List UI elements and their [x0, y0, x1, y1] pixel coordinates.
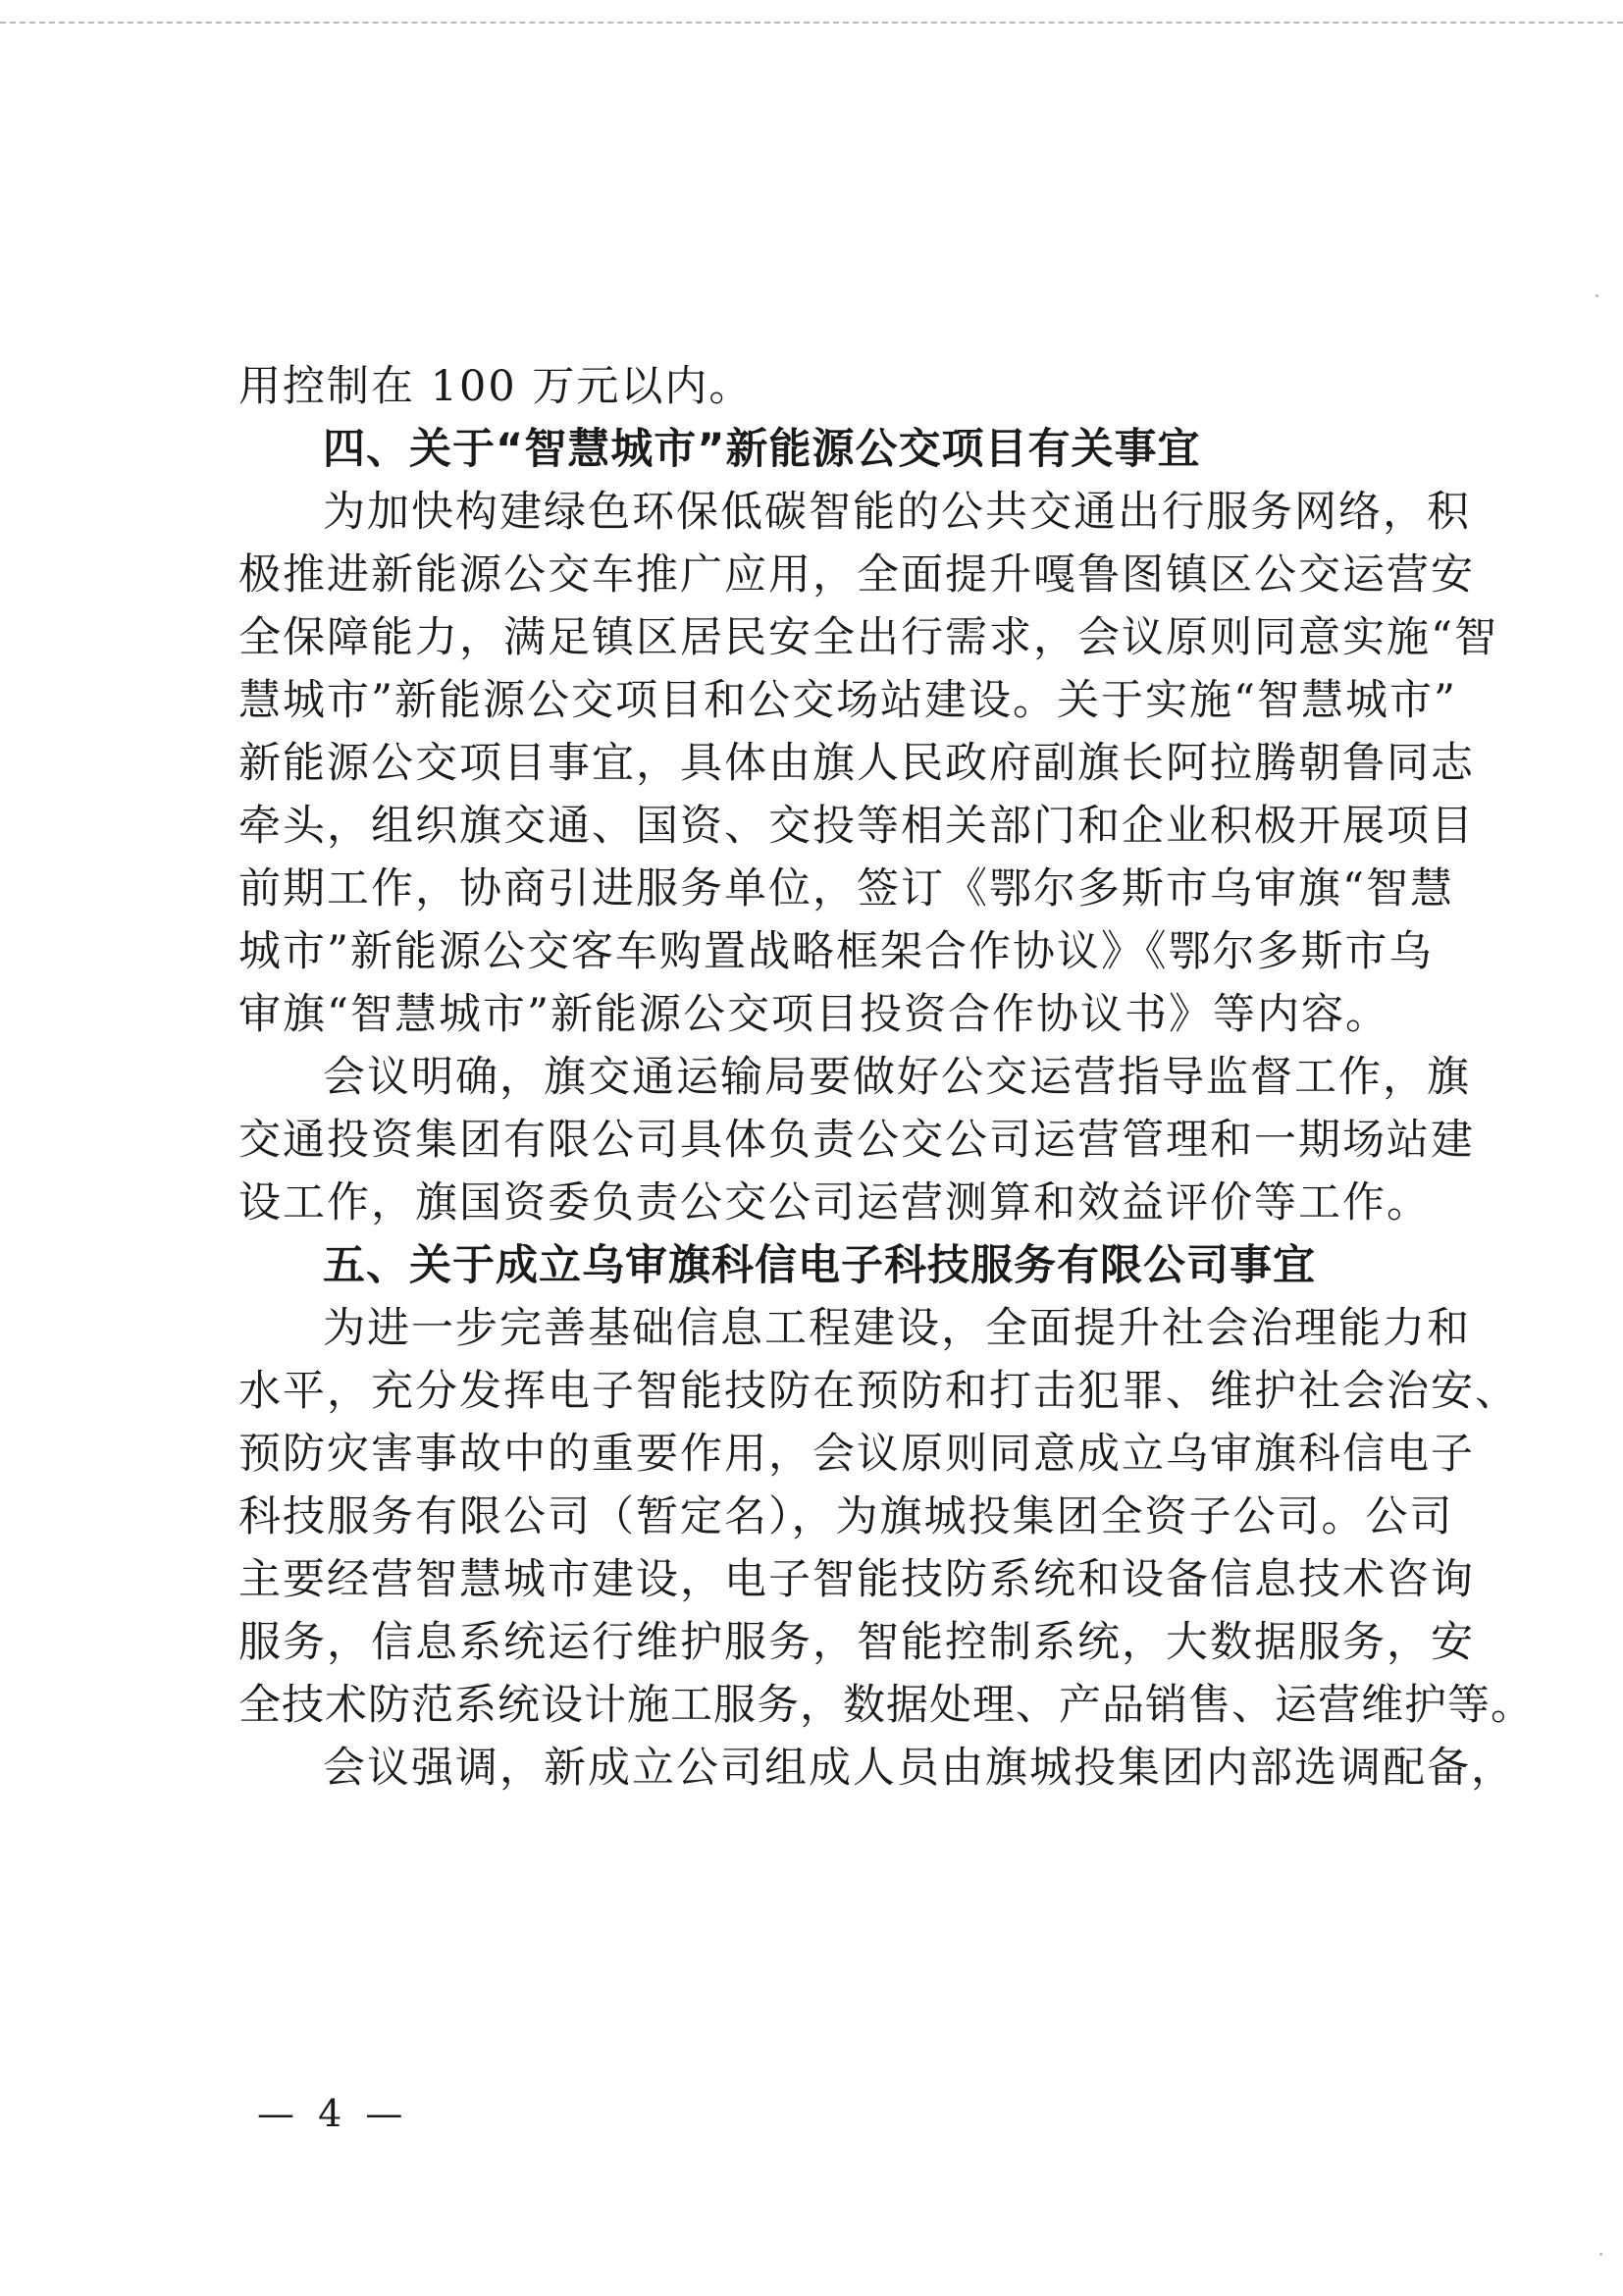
paragraph-line: 水平，充分发挥电子智能技防在预防和打击犯罪、维护社会治安、 [238, 1367, 1519, 1416]
paragraph-line: 会议强调，新成立公司组成人员由旗城投集团内部选调配备， [323, 1744, 1515, 1793]
paragraph-line: 设工作，旗国资委负责公交公司运营测算和效益评价等工作。 [238, 1178, 1431, 1227]
paragraph-line: 牵头，组织旗交通、国资、交投等相关部门和企业积极开展项目 [238, 802, 1475, 851]
paragraph-line: 为加快构建绿色环保低碳智能的公共交通出行服务网络，积 [323, 488, 1471, 537]
paragraph-line: 交通投资集团有限公司具体负责公交公司运营管理和一期场站建 [238, 1116, 1475, 1165]
paragraph-line: 慧城市”新能源公交项目和公交场站建设。关于实施“智慧城市” [238, 676, 1457, 725]
paragraph-line: 预防灾害事故中的重要作用，会议原则同意成立乌审旗科信电子 [238, 1430, 1475, 1479]
paragraph-line: 审旗“智慧城市”新能源公交项目投资合作协议书》等内容。 [238, 990, 1389, 1039]
paragraph-line: 用控制在 100 万元以内。 [238, 362, 754, 411]
section-heading-five: 五、关于成立乌审旗科信电子科技服务有限公司事宜 [323, 1241, 1316, 1290]
paragraph-line: 城市”新能源公交客车购置战略框架合作协议》《鄂尔多斯市乌 [238, 927, 1434, 976]
page-number: — 4 — [257, 2092, 409, 2135]
paragraph-line: 服务，信息系统运行维护服务，智能控制系统，大数据服务，安 [238, 1618, 1475, 1667]
paragraph-line: 新能源公交项目事宜，具体由旗人民政府副旗长阿拉腾朝鲁同志 [238, 739, 1475, 788]
paragraph-line: 科技服务有限公司（暂定名），为旗城投集团全资子公司。公司 [238, 1492, 1454, 1541]
scan-top-edge [0, 22, 1623, 24]
paragraph-line: 全技术防范系统设计施工服务，数据处理、产品销售、运营维护等。 [238, 1681, 1534, 1730]
scan-speck [1599, 2253, 1602, 2256]
paragraph-line: 主要经营智慧城市建设，电子智能技防系统和设备信息技术咨询 [238, 1555, 1475, 1604]
paragraph-line: 前期工作，协商引进服务单位，签订《鄂尔多斯市乌审旗“智慧 [238, 864, 1454, 913]
paragraph-line: 全保障能力，满足镇区居民安全出行需求，会议原则同意实施“智 [238, 613, 1498, 662]
scan-speck [1596, 294, 1598, 297]
paragraph-line: 会议明确，旗交通运输局要做好公交运营指导监督工作，旗 [323, 1053, 1471, 1102]
paragraph-line: 极推进新能源公交车推广应用，全面提升嘎鲁图镇区公交运营安 [238, 550, 1475, 600]
section-heading-four: 四、关于“智慧城市”新能源公交项目有关事宜 [323, 425, 1201, 474]
document-body [238, 355, 1534, 1800]
paragraph-line: 为进一步完善基础信息工程建设，全面提升社会治理能力和 [323, 1304, 1471, 1353]
